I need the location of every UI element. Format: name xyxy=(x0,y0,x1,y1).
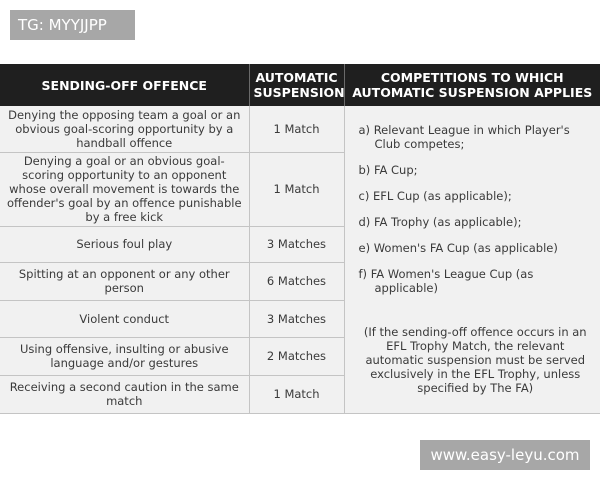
table-row xyxy=(0,106,600,152)
watermark: www.easy-leyu.com xyxy=(420,440,590,470)
offence-cell: Denying a goal or an obvious goal-scoring opportunity to an opponent whose overall movement is towards the offender's goal by an offence punishable by a free kick xyxy=(0,152,249,226)
competition-item: e) Women's FA Cup (as applicable) xyxy=(358,241,558,256)
suspension-cell: 6 Matches xyxy=(249,262,344,300)
competition-item: d) FA Trophy (as applicable); xyxy=(358,215,522,230)
suspension-cell: 2 Matches xyxy=(249,337,344,375)
offence-cell: Serious foul play xyxy=(0,226,249,262)
offence-cell: Using offensive, insulting or abusive language and/or gestures xyxy=(0,337,249,375)
tg-badge: TG: MYYJJPP xyxy=(10,10,135,40)
offence-cell: Violent conduct xyxy=(0,300,249,337)
table-header-row xyxy=(0,64,600,106)
competition-item: c) EFL Cup (as applicable); xyxy=(358,189,512,204)
suspension-cell: 3 Matches xyxy=(249,226,344,262)
competitions-cell xyxy=(344,106,600,413)
competition-item: b) FA Cup; xyxy=(358,163,418,178)
competitions-note: (If the sending-off offence occurs in an EFL Trophy Match, the relevant automatic suspension must be served exclusively in the EFL Trophy, unless specified by The FA) xyxy=(363,325,587,396)
suspension-cell: 1 Match xyxy=(249,152,344,226)
header-offence: SENDING-OFF OFFENCE xyxy=(0,64,249,106)
competitions-list xyxy=(359,123,593,295)
suspension-cell: 1 Match xyxy=(249,106,344,152)
offence-cell: Denying the opposing team a goal or an obvious goal-scoring opportunity by a handball offence xyxy=(0,106,249,152)
header-competitions: COMPETITIONS TO WHICH AUTOMATIC SUSPENSION APPLIES xyxy=(344,64,600,106)
offence-cell: Receiving a second caution in the same match xyxy=(0,375,249,413)
suspension-cell: 1 Match xyxy=(249,375,344,413)
competition-item: a) Relevant League in which Player's Club competes; xyxy=(358,123,570,152)
offence-cell: Spitting at an opponent or any other person xyxy=(0,262,249,300)
competition-item: f) FA Women's League Cup (as applicable) xyxy=(358,267,534,296)
suspension-table xyxy=(0,64,600,414)
header-suspension: AUTOMATIC SUSPENSION xyxy=(249,64,344,106)
suspension-cell: 3 Matches xyxy=(249,300,344,337)
